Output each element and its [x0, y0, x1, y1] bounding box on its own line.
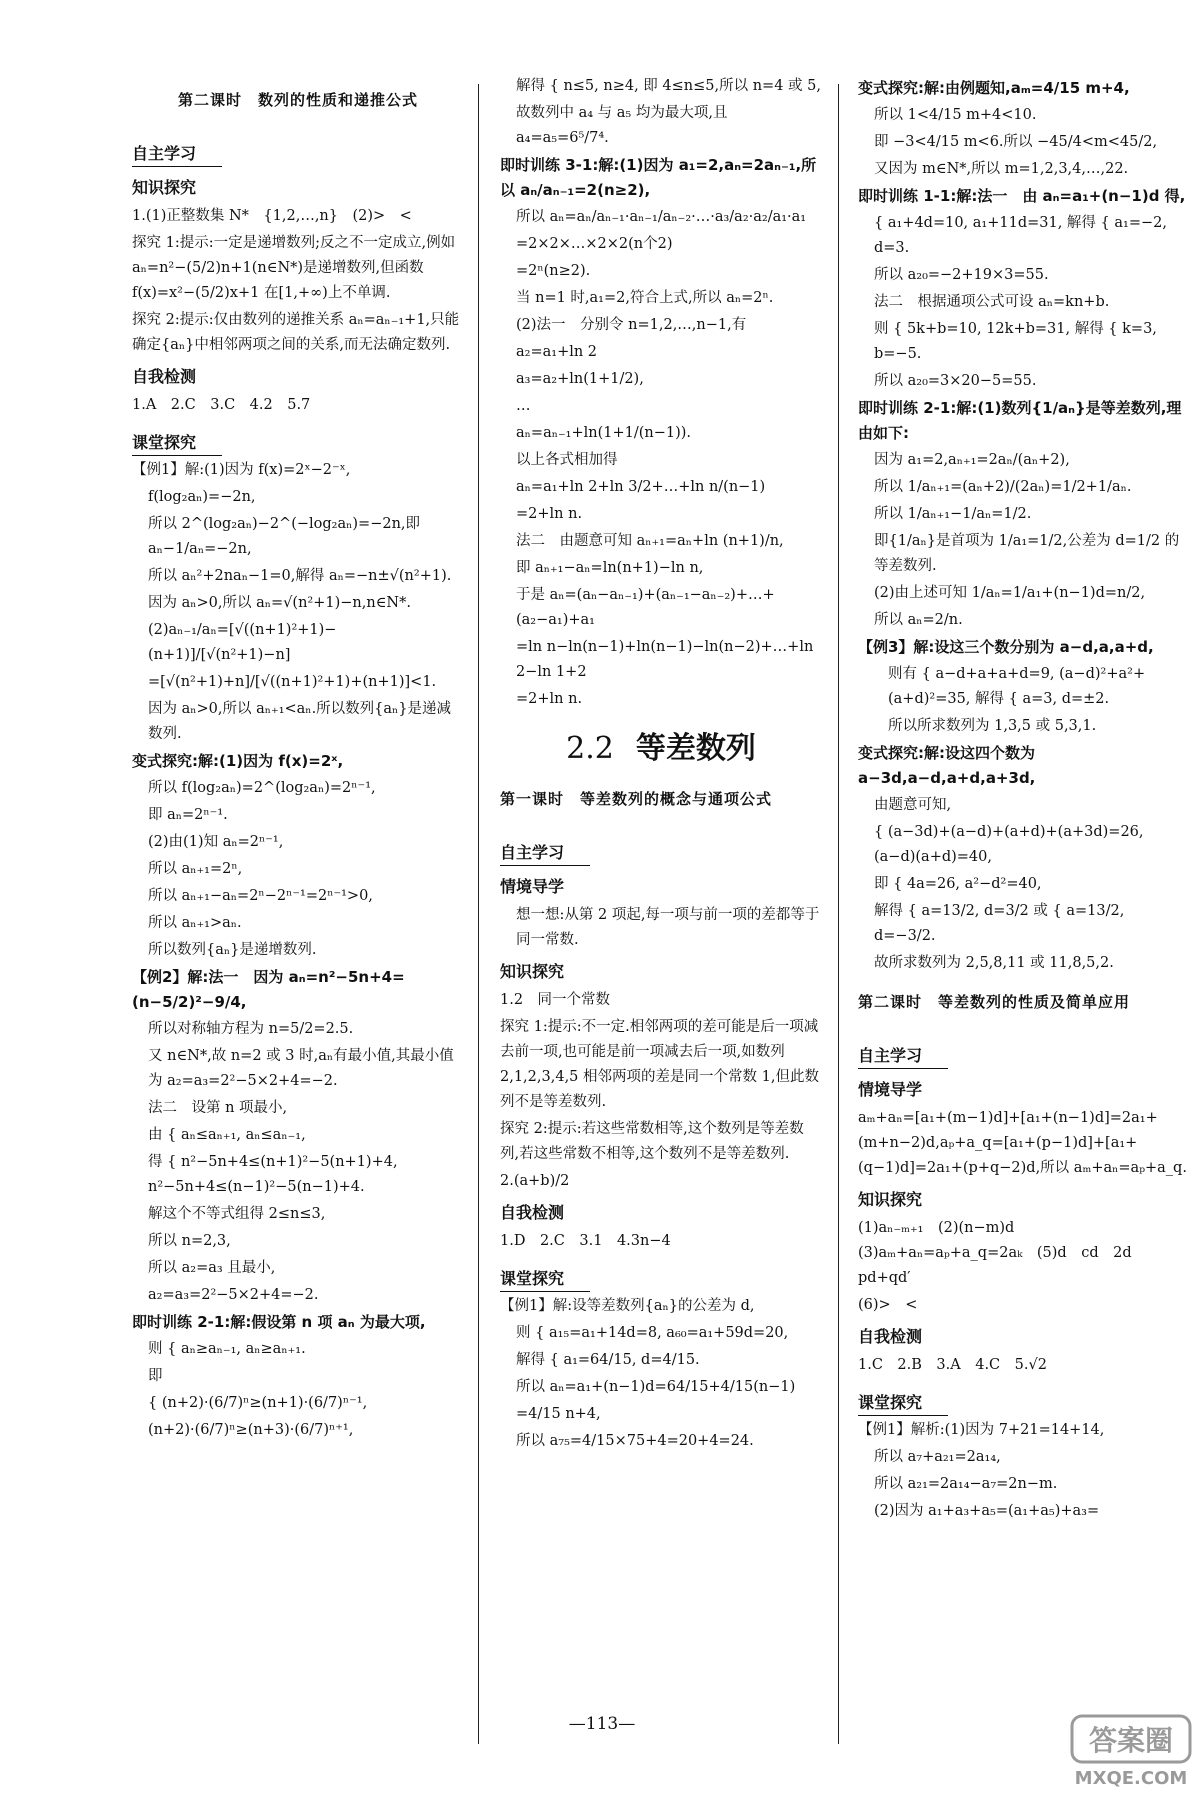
- training-2-1-head: 即时训练 2-1:解:(1)数列{1/aₙ}是等差数列,理由如下:: [858, 399, 1182, 442]
- variant-head: 变式探究:解:(1)因为 f(x)=2ˣ,: [132, 752, 344, 770]
- variant-line: 所以 f(log₂aₙ)=2^(log₂aₙ)=2ⁿ⁻¹,: [148, 780, 376, 796]
- subheading-selfcheck: 自我检测: [858, 1327, 923, 1346]
- training-line: (2)由上述可知 1/aₙ=1/a₁+(n−1)d=n/2,: [874, 585, 1146, 601]
- subheading-selfcheck: 自我检测: [132, 367, 197, 386]
- subheading-knowledge: 知识探究: [500, 962, 565, 981]
- training-line: 所以 1/aₙ₊₁=(aₙ+2)/(2aₙ)=1/2+1/aₙ.: [874, 479, 1132, 495]
- subheading-scene: 情境导学: [500, 877, 565, 896]
- training-line: a₃=a₂+ln(1+1/2),: [516, 371, 644, 387]
- watermark-logo: [1070, 1712, 1192, 1790]
- explore-1: 探究 1:提示:一定是递增数列;反之不一定成立,例如 aₙ=n²−(5/2)n+1(n∈N*)是递增数列,但函数 f(x)=x²−(5/2)x+1 在[1,+∞)上不单调.: [132, 235, 456, 301]
- example-1-line: f(log₂aₙ)=−2n,: [148, 489, 256, 505]
- example-3-head: 【例3】解:设这三个数分别为 a−d,a,a+d,: [858, 638, 1154, 656]
- training-line: 则 { aₙ≥aₙ₋₁, aₙ≥aₙ₊₁.: [148, 1341, 306, 1357]
- variant-line: 所以 1<4/15 m+4<10.: [874, 107, 1037, 123]
- training-line: 则 { 5k+b=10, 12k+b=31, 解得 { k=3, b=−5.: [874, 321, 1157, 362]
- variant-line: 所以数列{aₙ}是递增数列.: [148, 942, 317, 958]
- training-line: 以上各式相加得: [516, 452, 618, 468]
- training-1-1-head: 即时训练 1-1:解:法一 由 aₙ=a₁+(n−1)d 得,: [858, 187, 1186, 205]
- example-2-head: 【例2】解:法一 因为 aₙ=n²−5n+4=(n−5/2)²−9/4,: [132, 968, 405, 1011]
- example-1-line: 解得 { a₁=64/15, d=4/15.: [516, 1352, 700, 1368]
- example-2-line: 所以 a₂=a₃ 且最小,: [148, 1260, 276, 1276]
- training-line: …: [516, 398, 531, 414]
- example-1-line: 所以 aₙ=a₁+(n−1)d=64/15+4/15(n−1): [516, 1379, 796, 1395]
- lesson-title: 第一课时 等差数列的概念与通项公式: [500, 790, 773, 808]
- lesson-title: 第二课时 数列的性质和递推公式: [177, 91, 418, 109]
- explore-2: 探究 2:提示:仅由数列的递推关系 aₙ=aₙ₋₁+1,只能确定{aₙ}中相邻两项之间的关系,而无法确定数列.: [132, 312, 460, 353]
- training-2-1-head: 即时训练 2-1:解:假设第 n 项 aₙ 为最大项,: [132, 1313, 426, 1331]
- training-line: =2+ln n.: [516, 691, 583, 707]
- training-line: aₙ=a₁+ln 2+ln 3/2+…+ln n/(n−1): [516, 479, 766, 495]
- variant-2-line: 由题意可知,: [874, 797, 952, 813]
- variant-line: 所以 aₙ₊₁−aₙ=2ⁿ−2ⁿ⁻¹=2ⁿ⁻¹>0,: [148, 888, 373, 904]
- subheading-scene: 情境导学: [858, 1080, 923, 1099]
- example-2-line: 由 { aₙ≤aₙ₊₁, aₙ≤aₙ₋₁,: [148, 1127, 306, 1143]
- example-2-line: 所以 n=2,3,: [148, 1233, 231, 1249]
- example-3-line: 所以所求数列为 1,3,5 或 5,3,1.: [888, 718, 1097, 734]
- example-1-line: =4/15 n+4,: [516, 1406, 601, 1422]
- section-label-self-study: 自主学习: [132, 141, 222, 167]
- example-2-line: 又 n∈N*,故 n=2 或 3 时,aₙ有最小值,其最小值为 a₂=a₃=2²−5×2+4=−2.: [148, 1048, 454, 1089]
- scene-text: 想一想:从第 2 项起,每一项与前一项的差都等于同一常数.: [516, 907, 820, 948]
- variant-line: 所以 aₙ₊₁=2ⁿ,: [148, 861, 243, 877]
- example-2-line: 法二 设第 n 项最小,: [148, 1100, 288, 1116]
- section-label-class: 课堂探究: [858, 1390, 948, 1416]
- variant-line: 即 aₙ=2ⁿ⁻¹.: [148, 807, 228, 823]
- variant-2-line: { (a−3d)+(a−d)+(a+d)+(a+3d)=26, (a−d)(a+d)=40,: [874, 824, 1144, 865]
- explore-2: 探究 2:提示:若这些常数相等,这个数列是等差数列,若这些常数不相等,这个数列不是等差数列.: [500, 1121, 804, 1162]
- training-line: 法二 由题意可知 aₙ₊₁=aₙ+ln (n+1)/n,: [516, 533, 784, 549]
- training-line: (n+2)·(6/7)ⁿ≥(n+3)·(6/7)ⁿ⁺¹,: [148, 1422, 354, 1438]
- training-line: 所以 1/aₙ₊₁−1/aₙ=1/2.: [874, 506, 1032, 522]
- training-line: { a₁+4d=10, a₁+11d=31, 解得 { a₁=−2, d=3.: [874, 215, 1167, 256]
- section-label-class: 课堂探究: [132, 430, 222, 456]
- training-line: 所以 a₂₀=3×20−5=55.: [874, 373, 1037, 389]
- solution-line: 解得 { n≤5, n≥4, 即 4≤n≤5,所以 n=4 或 5,: [516, 78, 821, 94]
- section-label-self-study: 自主学习: [500, 840, 590, 866]
- variant-2-line: 解得 { a=13/2, d=3/2 或 { a=13/2, d=−3/2.: [874, 903, 1125, 944]
- selfcheck-answers: 1.D 2.C 3.1 4.3n−4: [500, 1233, 671, 1249]
- example-2-line: a₂=a₃=2²−5×2+4=−2.: [148, 1287, 319, 1303]
- training-line: 因为 a₁=2,aₙ₊₁=2aₙ/(aₙ+2),: [874, 452, 1070, 468]
- variant-head: 变式探究:解:由例题知,aₘ=4/15 m+4,: [858, 79, 1130, 97]
- column-1: [132, 74, 464, 1445]
- training-line: =2ⁿ(n≥2).: [516, 263, 591, 279]
- example-1-line: 所以 aₙ²+2naₙ−1=0,解得 aₙ=−n±√(n²+1).: [148, 568, 452, 584]
- subheading-knowledge: 知识探究: [132, 178, 197, 197]
- example-2-line: 解这个不等式组得 2≤n≤3,: [148, 1206, 326, 1222]
- training-line: 所以 aₙ=aₙ/aₙ₋₁·aₙ₋₁/aₙ₋₂·…·a₃/a₂·a₂/a₁·a₁: [516, 209, 807, 225]
- example-1-head: 【例1】解:设等差数列{aₙ}的公差为 d,: [500, 1298, 755, 1314]
- example-1-line: 所以 a₇₅=4/15×75+4=20+4=24.: [516, 1433, 754, 1449]
- selfcheck-answers: 1.C 2.B 3.A 4.C 5.√2: [858, 1357, 1047, 1373]
- knowledge-line: (6)> <: [858, 1297, 918, 1313]
- training-line: 于是 aₙ=(aₙ−aₙ₋₁)+(aₙ₋₁−aₙ₋₂)+…+(a₂−a₁)+a₁: [516, 587, 775, 628]
- example-2-line: 得 { n²−5n+4≤(n+1)²−5(n+1)+4, n²−5n+4≤(n−1)²−5(n−1)+4.: [148, 1154, 398, 1195]
- example-1-line: =[√(n²+1)+n]/[√((n+1)²+1)+(n+1)]<1.: [148, 674, 437, 690]
- variant-2-line: 故所求数列为 2,5,8,11 或 11,8,5,2.: [874, 955, 1114, 971]
- selfcheck-answers: 1.A 2.C 3.C 4.2 5.7: [132, 397, 311, 413]
- knowledge-line: (1)aₙ₋ₘ₊₁ (2)(n−m)d (3)aₘ+aₙ=aₚ+a_q=2aₖ (5)d cd 2d pd+qd′: [858, 1220, 1147, 1286]
- example-3-line: 则有 { a−d+a+a+d=9, (a−d)²+a²+(a+d)²=35, 解得 { a=3, d=±2.: [888, 666, 1146, 707]
- example-1-line: 所以 a₂₁=2a₁₄−a₇=2n−m.: [874, 1476, 1058, 1492]
- variant-2-line: 即 { 4a=26, a²−d²=40,: [874, 876, 1042, 892]
- variant-line: 又因为 m∈N*,所以 m=1,2,3,4,…,22.: [874, 161, 1129, 177]
- variant-line: (2)由(1)知 aₙ=2ⁿ⁻¹,: [148, 834, 284, 850]
- example-1-line: (2)aₙ₋₁/aₙ=[√((n+1)²+1)−(n+1)]/[√(n²+1)−n]: [148, 622, 337, 663]
- example-1-line: 因为 aₙ>0,所以 aₙ₊₁<aₙ.所以数列{aₙ}是递减数列.: [148, 701, 452, 742]
- section-title: 等差数列: [635, 731, 756, 766]
- training-line: =2×2×…×2×2(n个2): [516, 236, 673, 252]
- knowledge-line-2: 2.(a+b)/2: [500, 1173, 570, 1189]
- section-label-class: 课堂探究: [500, 1266, 590, 1292]
- training-line: 所以 aₙ=2/n.: [874, 612, 963, 628]
- subheading-knowledge: 知识探究: [858, 1190, 923, 1209]
- section-number: 2.2: [566, 731, 614, 766]
- example-1-line: 所以 a₇+a₂₁=2a₁₄,: [874, 1449, 1001, 1465]
- column-2: [500, 74, 822, 1456]
- example-1-line: 则 { a₁₅=a₁+14d=8, a₆₀=a₁+59d=20,: [516, 1325, 789, 1341]
- training-line: (2)法一 分别令 n=1,2,…,n−1,有: [516, 317, 747, 333]
- column-divider-right: [838, 84, 839, 1744]
- knowledge-line: 1.2 同一个常数: [500, 992, 611, 1008]
- watermark-line-2: MXQE.COM: [1074, 1768, 1188, 1789]
- scene-text: aₘ+aₙ=[a₁+(m−1)d]+[a₁+(n−1)d]=2a₁+(m+n−2)d,aₚ+a_q=[a₁+(p−1)d]+[a₁+(q−1)d]=2a₁+(p+q−2)d,所以 aₘ+aₙ=aₚ+a_q.: [858, 1110, 1187, 1176]
- explore-1: 探究 1:提示:不一定.相邻两项的差可能是后一项减去前一项,也可能是前一项减去后一项,如数列 2,1,2,3,4,5 相邻两项的差是同一个常数 1,但此数列不是等差数列.: [500, 1019, 819, 1110]
- example-1-line: 所以 2^(log₂aₙ)−2^(−log₂aₙ)=−2n,即 aₙ−1/aₙ=−2n,: [148, 516, 421, 557]
- variant-line: 即 −3<4/15 m<6.所以 −45/4<m<45/2,: [874, 134, 1158, 150]
- subheading-selfcheck: 自我检测: [500, 1203, 565, 1222]
- column-3: [858, 74, 1188, 1526]
- training-line: 所以 a₂₀=−2+19×3=55.: [874, 267, 1049, 283]
- page-number: —113—: [568, 1714, 636, 1734]
- training-3-1-head: 即时训练 3-1:解:(1)因为 a₁=2,aₙ=2aₙ₋₁,所以 aₙ/aₙ₋₁=2(n≥2),: [500, 156, 817, 199]
- training-line: 即{1/aₙ}是首项为 1/a₁=1/2,公差为 d=1/2 的等差数列.: [874, 533, 1180, 574]
- training-line: a₂=a₁+ln 2: [516, 344, 598, 360]
- knowledge-line: 1.(1)正整数集 N* {1,2,…,n} (2)> <: [132, 208, 412, 224]
- section-heading: [500, 731, 822, 766]
- training-line: { (n+2)·(6/7)ⁿ≥(n+1)·(6/7)ⁿ⁻¹,: [148, 1395, 368, 1411]
- solution-line: 故数列中 a₄ 与 a₅ 均为最大项,且 a₄=a₅=6⁵/7⁴.: [516, 105, 728, 146]
- training-line: 即: [148, 1368, 163, 1384]
- example-1-head: 【例1】解析:(1)因为 7+21=14+14,: [858, 1422, 1105, 1438]
- watermark-line-1: 答案圈: [1088, 1724, 1174, 1757]
- lesson-title: 第二课时 等差数列的性质及简单应用: [858, 993, 1131, 1011]
- variant-line: 所以 aₙ₊₁>aₙ.: [148, 915, 242, 931]
- training-line: =ln n−ln(n−1)+ln(n−1)−ln(n−2)+…+ln 2−ln 1+2: [516, 639, 814, 680]
- training-line: 即 aₙ₊₁−aₙ=ln(n+1)−ln n,: [516, 560, 704, 576]
- training-line: aₙ=aₙ₋₁+ln(1+1/(n−1)).: [516, 425, 692, 441]
- column-divider-left: [478, 84, 479, 1744]
- example-1-line: (2)因为 a₁+a₃+a₅=(a₁+a₅)+a₃=: [874, 1503, 1100, 1519]
- training-line: 当 n=1 时,a₁=2,符合上式,所以 aₙ=2ⁿ.: [516, 290, 774, 306]
- example-1-line: 因为 aₙ>0,所以 aₙ=√(n²+1)−n,n∈N*.: [148, 595, 411, 611]
- training-line: =2+ln n.: [516, 506, 583, 522]
- example-2-line: 所以对称轴方程为 n=5/2=2.5.: [148, 1021, 354, 1037]
- section-label-self-study: 自主学习: [858, 1043, 948, 1069]
- training-line: 法二 根据通项公式可设 aₙ=kn+b.: [874, 294, 1110, 310]
- variant-2-head: 变式探究:解:设这四个数为 a−3d,a−d,a+d,a+3d,: [858, 744, 1036, 787]
- example-1-head: 【例1】解:(1)因为 f(x)=2ˣ−2⁻ˣ,: [132, 462, 351, 478]
